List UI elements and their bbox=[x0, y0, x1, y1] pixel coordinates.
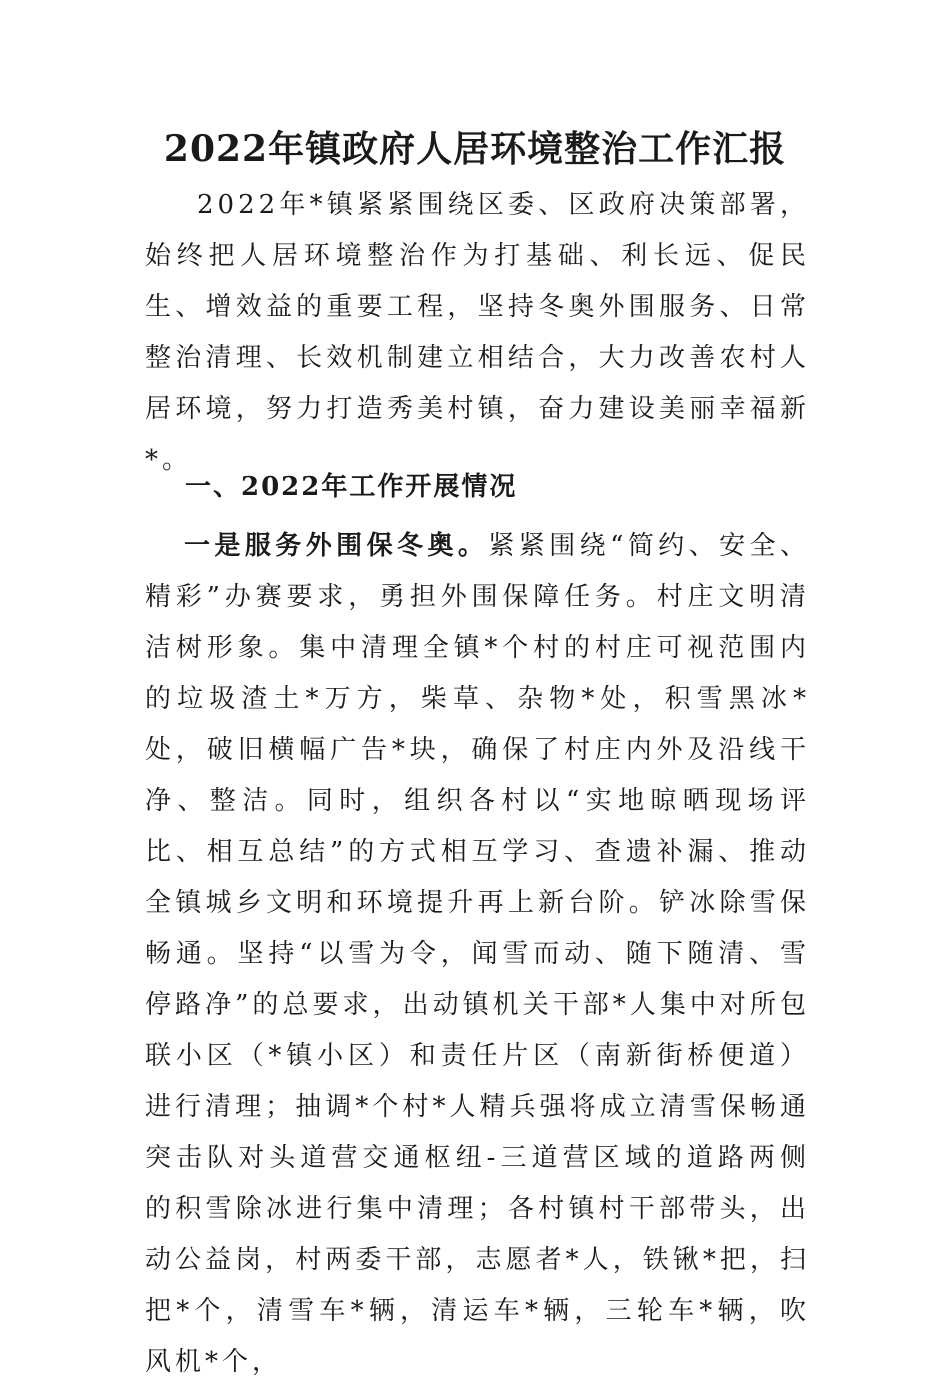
document-title: 2022年镇政府人居环境整治工作汇报 bbox=[163, 128, 787, 170]
paragraph-lead: 一是服务外围保冬奥。 bbox=[184, 531, 489, 561]
section-paragraph bbox=[145, 521, 810, 1388]
paragraph-body: 紧紧围绕“简约、安全、精彩”办赛要求，勇担外围保障任务。村庄文明清洁树形象。集中清理全镇*个村的村庄可视范围内的垃圾渣土*万方，柴草、杂物*处，积雪黑冰*处，破旧横幅广告*块，确保了村庄内外及沿线干净、整洁。同时，组织各村以“实地晾晒现场评比、相互总结”的方式相互学习、查遗补漏、推动全镇城乡文明和环境提升再上新台阶。铲冰除雪保畅通。坚持“以雪为令，闻雪而动、随下随清、雪停路净”的总要求，出动镇机关干部*人集中对所包联小区（*镇小区）和责任片区（南新街桥便道）进行清理；抽调*个村*人精兵强将成立清雪保畅通突击队对头道营交通枢纽-三道营区域的道路两侧的积雪除冰进行集中清理；各村镇村干部带头，出动公益岗，村两委干部，志愿者*人，铁锹*把，扫把*个，清雪车*辆，清运车*辆，三轮车*辆，吹风机*个， bbox=[145, 531, 810, 1377]
intro-paragraph: 2022年*镇紧紧围绕区委、区政府决策部署，始终把人居环境整治作为打基础、利长远、促民生、增效益的重要工程，坚持冬奥外围服务、日常整治清理、长效机制建立相结合，大力改善农村人居环境，努力打造秀美村镇，奋力建设美丽幸福新*。 bbox=[145, 190, 810, 475]
section-heading: 一、2022年工作开展情况 bbox=[185, 472, 518, 502]
